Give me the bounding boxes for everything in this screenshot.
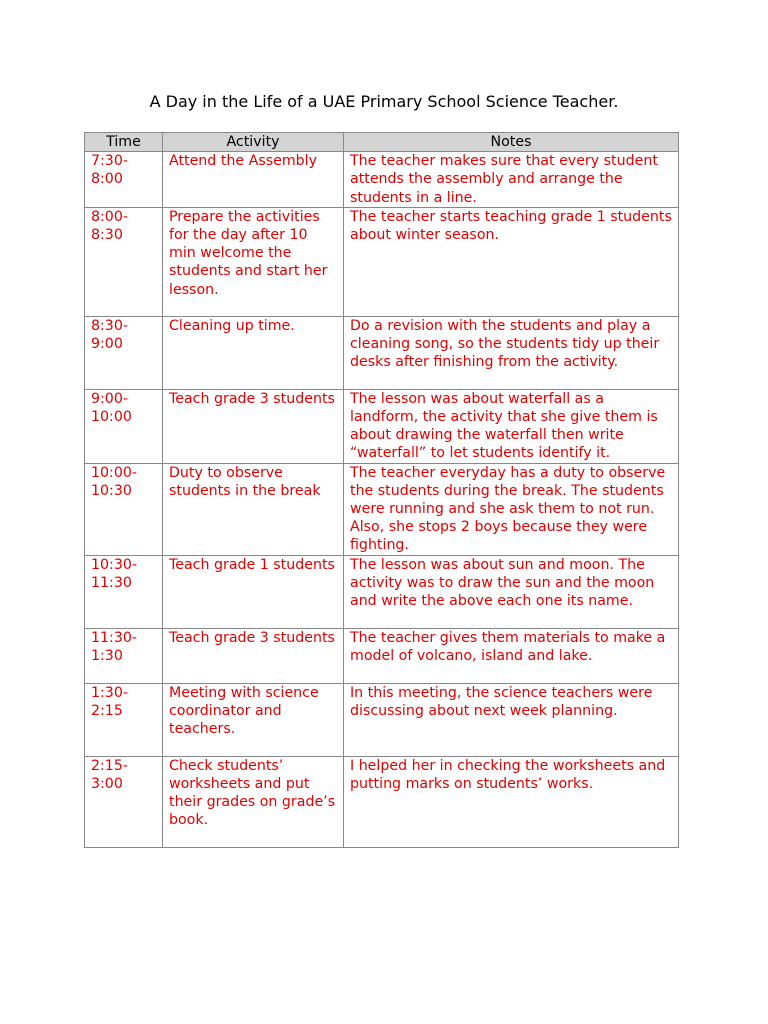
time-cell: 10:00- 10:30 xyxy=(85,463,163,555)
table-row xyxy=(85,316,679,389)
schedule-table xyxy=(84,132,679,848)
notes-cell: The teacher gives them materials to make a model of volcano, island and lake. xyxy=(344,628,679,683)
table-row xyxy=(85,555,679,628)
notes-cell: The teacher everyday has a duty to observe the students during the break. The students were running and she ask them to not run. Also, she stops 2 boys because they were fighting. xyxy=(344,463,679,555)
activity-cell: Cleaning up time. xyxy=(163,316,344,389)
time-cell: 11:30- 1:30 xyxy=(85,628,163,683)
notes-cell: I helped her in checking the worksheets and putting marks on students’ works. xyxy=(344,756,679,847)
activity-cell: Prepare the activities for the day after 10 min welcome the students and start her lesson. xyxy=(163,207,344,316)
activity-cell: Teach grade 1 students xyxy=(163,555,344,628)
table-row xyxy=(85,756,679,847)
time-cell: 2:15- 3:00 xyxy=(85,756,163,847)
header-activity: Activity xyxy=(163,133,344,152)
table-row xyxy=(85,389,679,463)
time-cell: 8:30- 9:00 xyxy=(85,316,163,389)
activity-cell: Duty to observe students in the break xyxy=(163,463,344,555)
time-cell: 8:00- 8:30 xyxy=(85,207,163,316)
table-row xyxy=(85,207,679,316)
header-notes: Notes xyxy=(344,133,679,152)
activity-cell: Teach grade 3 students xyxy=(163,628,344,683)
table-row xyxy=(85,463,679,555)
activity-cell: Attend the Assembly xyxy=(163,152,344,208)
notes-cell: The teacher starts teaching grade 1 students about winter season. xyxy=(344,207,679,316)
time-cell: 7:30- 8:00 xyxy=(85,152,163,208)
header-row xyxy=(85,133,679,152)
activity-cell: Teach grade 3 students xyxy=(163,389,344,463)
notes-cell: The lesson was about sun and moon. The activity was to draw the sun and the moon and write the above each one its name. xyxy=(344,555,679,628)
notes-cell: In this meeting, the science teachers were discussing about next week planning. xyxy=(344,683,679,756)
notes-cell: Do a revision with the students and play a cleaning song, so the students tidy up their desks after finishing from the activity. xyxy=(344,316,679,389)
table-row xyxy=(85,683,679,756)
table-row xyxy=(85,628,679,683)
time-cell: 10:30- 11:30 xyxy=(85,555,163,628)
document-title: A Day in the Life of a UAE Primary School Science Teacher. xyxy=(149,92,619,111)
time-cell: 1:30- 2:15 xyxy=(85,683,163,756)
activity-cell: Check students’ worksheets and put their grades on grade’s book. xyxy=(163,756,344,847)
notes-cell: The teacher makes sure that every student attends the assembly and arrange the students in a line. xyxy=(344,152,679,208)
activity-cell: Meeting with science coordinator and teachers. xyxy=(163,683,344,756)
notes-cell: The lesson was about waterfall as a landform, the activity that she give them is about drawing the waterfall then write “waterfall” to let students identify it. xyxy=(344,389,679,463)
table-row xyxy=(85,152,679,208)
time-cell: 9:00- 10:00 xyxy=(85,389,163,463)
header-time: Time xyxy=(85,133,163,152)
